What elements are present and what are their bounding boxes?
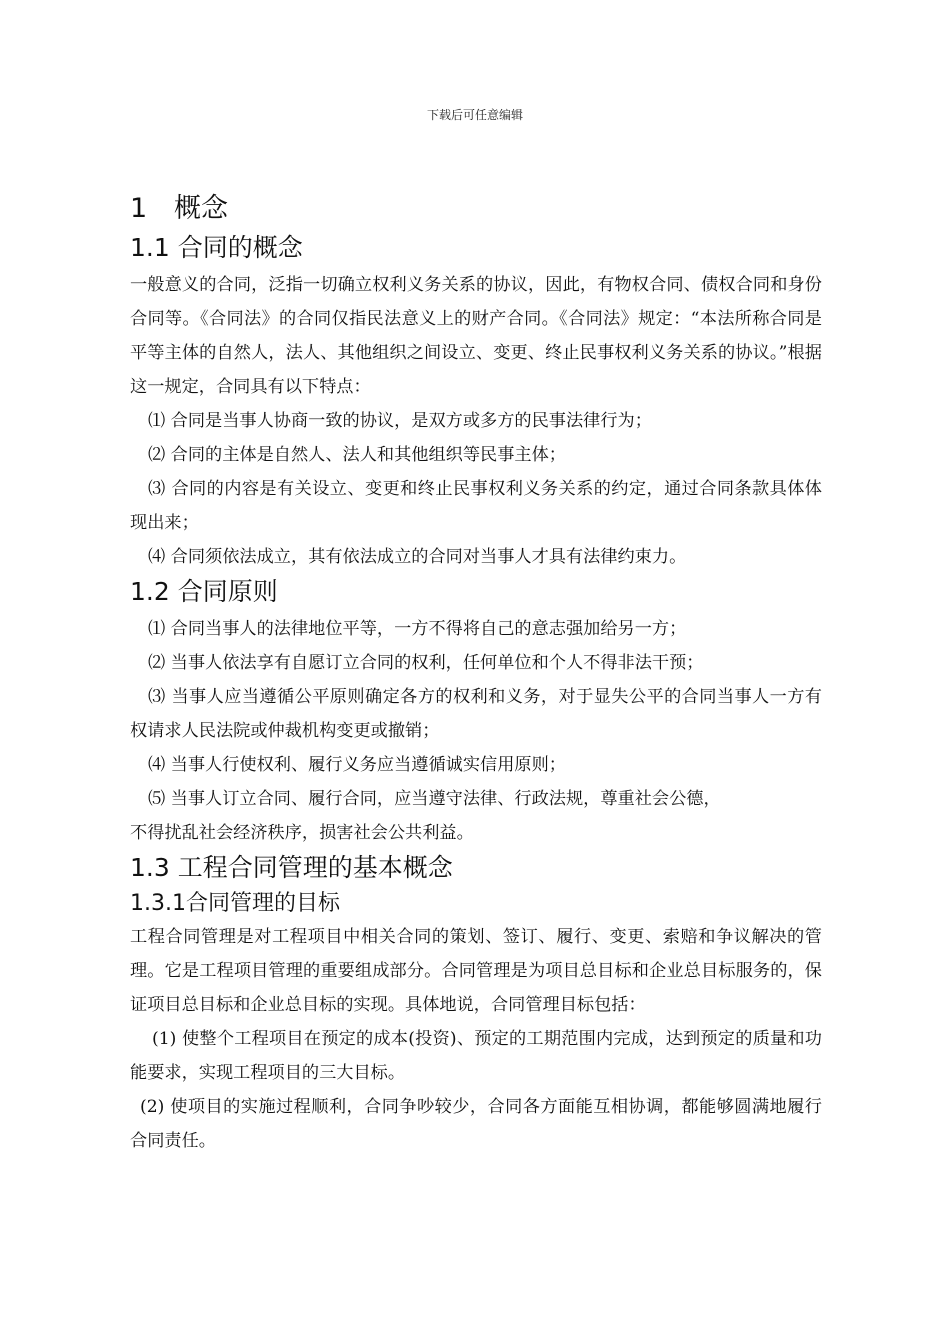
list-item: ⑴ 合同当事人的法律地位平等，一方不得将自己的意志强加给另一方； (148, 619, 687, 639)
section-1-3-1-intro: 工程合同管理是对工程项目中相关合同的策划、签订、履行、变更、索赔和争议解决的管理。它是工程项目管理的重要组成部分。合同管理是为项目总目标和企业总目标服务的，保证项目总目标和企业总目标的实现。具体地说，合同管理目标包括： (130, 927, 822, 1015)
list-item: (2) 使项目的实施过程顺利，合同争吵较少，合同各方面能互相协调，都能够圆满地履行合同责任。 (130, 1097, 822, 1151)
list-item: ⑸ 当事人订立合同、履行合同，应当遵守法律、行政法规，尊重社会公德， (148, 789, 721, 809)
page-header: 下载后可任意编辑 (426, 108, 523, 122)
section-1-3-1-heading: 1.3.1合同管理的目标 (130, 891, 340, 916)
list-item: (1) 使整个工程项目在预定的成本(投资)、预定的工期范围内完成，达到预定的质量和功能要求，实现工程项目的三大目标。 (130, 1029, 822, 1083)
section-1-number: 1 (130, 193, 148, 224)
document-body (130, 190, 822, 1158)
list-item: ⑵ 合同的主体是自然人、法人和其他组织等民事主体； (148, 445, 566, 465)
section-1-title: 概念 (174, 193, 228, 224)
list-item: ⑷ 当事人行使权利、履行义务应当遵循诚实信用原则； (148, 755, 566, 775)
section-1-heading (130, 190, 822, 230)
section-1-3-heading: 1.3 工程合同管理的基本概念 (130, 853, 453, 882)
list-item: ⑶ 当事人应当遵循公平原则确定各方的权利和义务，对于显失公平的合同当事人一方有权请求人民法院或仲裁机构变更或撤销； (130, 687, 822, 741)
list-item: ⑴ 合同是当事人协商一致的协议，是双方或多方的民事法律行为； (148, 411, 652, 431)
list-item: ⑶ 合同的内容是有关设立、变更和终止民事权利义务关系的约定，通过合同条款具体体现出来； (130, 479, 822, 533)
list-item-continuation: 不得扰乱社会经济秩序，损害社会公共利益。 (130, 823, 474, 843)
section-1-2-heading: 1.2 合同原则 (130, 577, 278, 606)
section-1-1-intro: 一般意义的合同，泛指一切确立权利义务关系的协议，因此，有物权合同、债权合同和身份合同等。《合同法》的合同仅指民法意义上的财产合同。《合同法》规定：“本法所称合同是平等主体的自然人，法人、其他组织之间设立、变更、终止民事权利义务关系的协议。”根据这一规定，合同具有以下特点： (130, 275, 822, 397)
list-item: ⑷ 合同须依法成立，其有依法成立的合同对当事人才具有法律约束力。 (148, 547, 687, 567)
section-1-1-heading: 1.1 合同的概念 (130, 233, 303, 262)
list-item: ⑵ 当事人依法享有自愿订立合同的权利，任何单位和个人不得非法干预； (148, 653, 704, 673)
